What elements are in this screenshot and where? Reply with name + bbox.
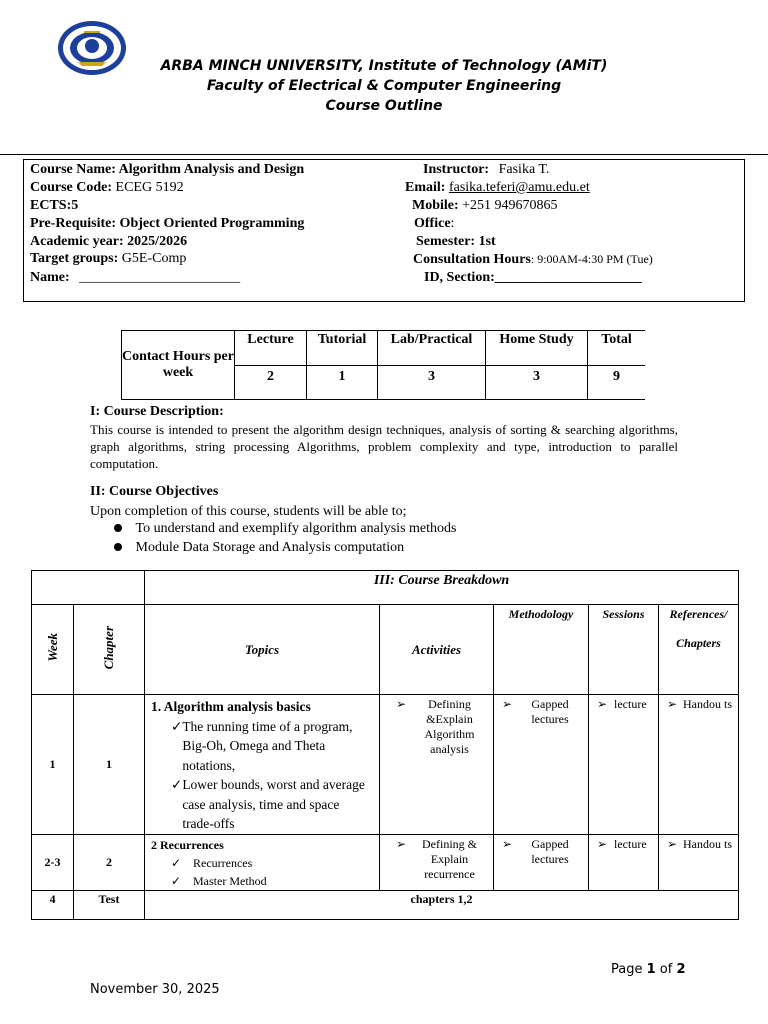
references-header-line2: Chapters xyxy=(676,636,721,650)
arrow-bullet-icon: ➢ xyxy=(597,697,608,711)
sessions-cell xyxy=(589,695,659,835)
topic-title: 2 Recurrences xyxy=(151,837,224,852)
contact-value-home-study: 3 xyxy=(486,366,588,400)
subtopic-text: Master Method xyxy=(193,873,267,888)
bullet-icon xyxy=(114,543,122,551)
course-description-text: This course is intended to present the algorithm design techniques, analysis of sorting & searching algorithms, graph algorithms, string processing Algorithms, problem complexity and type, introduction to parallel computation. xyxy=(90,422,678,471)
references-cell xyxy=(659,695,739,835)
chapter-header-cell xyxy=(74,605,145,695)
office-value: : xyxy=(450,216,455,231)
instructor-label: Instructor: xyxy=(423,162,490,177)
course-name: Course Name: Algorithm Analysis and Design xyxy=(30,162,305,177)
table-row xyxy=(32,890,739,919)
check-icon: ✓ xyxy=(171,855,182,870)
contact-header-total: Total xyxy=(588,331,646,366)
objective-item xyxy=(114,521,456,537)
references-cell xyxy=(659,834,739,890)
contact-header-lab: Lab/Practical xyxy=(378,331,486,366)
test-chapters-cell: chapters 1,2 xyxy=(145,890,739,919)
sessions-cell xyxy=(589,834,659,890)
consultation-value: : 9:00AM-4:30 PM (Tue) xyxy=(530,252,653,266)
activity-text: Defining &Explain Algorithm analysis xyxy=(424,697,475,756)
mobile-value: +251 949670865 xyxy=(462,198,558,213)
topics-cell xyxy=(145,834,380,890)
ects: ECTS:5 xyxy=(30,198,79,213)
university-title: ARBA MINCH UNIVERSITY, Institute of Technology (AMiT) xyxy=(160,58,608,74)
references-header xyxy=(659,605,739,695)
email xyxy=(405,179,590,197)
references-text: Handou ts xyxy=(683,697,733,711)
bullet-icon xyxy=(114,524,122,532)
document-title: Course Outline xyxy=(325,98,443,114)
course-breakdown-table xyxy=(31,570,739,920)
week-cell: 1 xyxy=(32,695,74,835)
instructor xyxy=(423,161,549,179)
subtopic-text: The running time of a program, Big-Oh, Omega and Theta notations, xyxy=(182,718,353,773)
email-link[interactable]: fasika.teferi@amu.edu.et xyxy=(448,180,590,195)
contact-header-home-study: Home Study xyxy=(486,331,588,366)
page-total: 2 xyxy=(676,962,686,977)
target-groups-label: Target groups: xyxy=(30,251,119,266)
check-icon: ✓ xyxy=(171,873,182,888)
course-description-title: I: Course Description: xyxy=(90,404,224,419)
check-icon: ✓ xyxy=(171,718,183,734)
sessions-text: lecture xyxy=(614,697,647,711)
week-cell: 4 xyxy=(32,890,74,919)
office-label: Office xyxy=(414,216,451,231)
methodology-cell xyxy=(494,695,589,835)
topic-title: 1. Algorithm analysis basics xyxy=(151,699,311,714)
student-name-label: Name: xyxy=(30,270,70,285)
page-mid: of xyxy=(655,962,677,977)
activities-cell xyxy=(380,695,494,835)
table-row xyxy=(32,834,739,890)
sessions-header: Sessions xyxy=(589,605,659,695)
subtopic-text: Lower bounds, worst and average case analysis, time and space trade-offs xyxy=(182,777,365,831)
faculty-title: Faculty of Electrical & Computer Engineering xyxy=(206,78,562,94)
breakdown-corner-cell xyxy=(32,571,145,605)
activities-header: Activities xyxy=(380,605,494,695)
academic-year: Academic year: 2025/2026 xyxy=(30,234,188,249)
objective-item xyxy=(114,540,404,556)
footer-date: November 30, 2025 xyxy=(90,982,220,997)
subtopic-item xyxy=(151,775,373,834)
contact-value-lecture: 2 xyxy=(235,366,307,400)
chapter-cell: 2 xyxy=(74,834,145,890)
mobile-label: Mobile: xyxy=(412,198,459,213)
chapter-cell: Test xyxy=(74,890,145,919)
contact-value-lab: 3 xyxy=(378,366,486,400)
week-header-cell xyxy=(32,605,74,695)
course-code-value: ECEG 5192 xyxy=(115,180,184,195)
course-code xyxy=(30,179,184,197)
consultation-label: Consultation Hours xyxy=(413,252,531,267)
instructor-value: Fasika T. xyxy=(498,162,550,177)
references-text: Handou ts xyxy=(683,836,733,851)
course-objectives-intro: Upon completion of this course, students will be able to; xyxy=(90,504,407,519)
arrow-bullet-icon: ➢ xyxy=(396,697,407,711)
student-name xyxy=(30,269,240,287)
arrow-bullet-icon: ➢ xyxy=(502,697,513,711)
course-objectives-title: II: Course Objectives xyxy=(90,484,219,499)
contact-hours-label: Contact Hours per week xyxy=(122,331,235,400)
activity-text: Defining & Explain recurrence xyxy=(422,836,477,881)
chapter-header: Chapter xyxy=(101,625,116,670)
contact-value-total: 9 xyxy=(588,366,646,400)
id-section: ID, Section:_____________________ xyxy=(424,270,642,285)
mobile xyxy=(412,197,558,215)
contact-header-tutorial: Tutorial xyxy=(307,331,378,366)
arrow-bullet-icon: ➢ xyxy=(597,836,608,851)
office xyxy=(414,215,454,233)
header-divider xyxy=(0,154,768,155)
week-header: Week xyxy=(44,633,60,662)
page-current: 1 xyxy=(646,962,656,977)
methodology-cell xyxy=(494,834,589,890)
page-prefix: Page xyxy=(611,962,647,977)
target-groups xyxy=(30,250,186,268)
subtopic-text: Recurrences xyxy=(193,855,253,870)
arrow-bullet-icon: ➢ xyxy=(667,697,678,711)
email-label: Email: xyxy=(405,180,446,195)
prerequisite: Pre-Requisite: Object Oriented Programming xyxy=(30,216,305,231)
methodology-header: Methodology xyxy=(494,605,589,695)
objective-text: To understand and exemplify algorithm analysis methods xyxy=(135,521,457,536)
sessions-text: lecture xyxy=(614,836,647,851)
arrow-bullet-icon: ➢ xyxy=(396,836,407,851)
subtopic-item xyxy=(151,872,373,890)
methodology-text: Gapped lectures xyxy=(531,697,569,726)
course-code-label: Course Code: xyxy=(30,180,113,195)
check-icon: ✓ xyxy=(171,777,183,792)
contact-header-lecture: Lecture xyxy=(235,331,307,366)
subtopic-item xyxy=(151,854,373,872)
semester: Semester: 1st xyxy=(416,234,496,249)
references-header-line1: References/ xyxy=(669,607,728,621)
breakdown-title: III: Course Breakdown xyxy=(145,571,739,605)
consultation-hours xyxy=(413,251,653,269)
page-number xyxy=(611,962,686,977)
arrow-bullet-icon: ➢ xyxy=(502,836,513,851)
methodology-text: Gapped lectures xyxy=(531,836,569,866)
chapter-cell: 1 xyxy=(74,695,145,835)
topics-cell xyxy=(145,695,380,835)
week-cell: 2-3 xyxy=(32,834,74,890)
table-row xyxy=(32,695,739,835)
activities-cell xyxy=(380,834,494,890)
contact-value-tutorial: 1 xyxy=(307,366,378,400)
arrow-bullet-icon: ➢ xyxy=(667,836,678,851)
student-name-blank: _______________________ xyxy=(79,270,241,285)
target-groups-value: G5E-Comp xyxy=(121,251,187,266)
subtopic-item xyxy=(151,717,373,776)
contact-hours-table xyxy=(121,330,645,400)
objective-text: Module Data Storage and Analysis computation xyxy=(135,540,405,555)
topics-header: Topics xyxy=(145,605,380,695)
